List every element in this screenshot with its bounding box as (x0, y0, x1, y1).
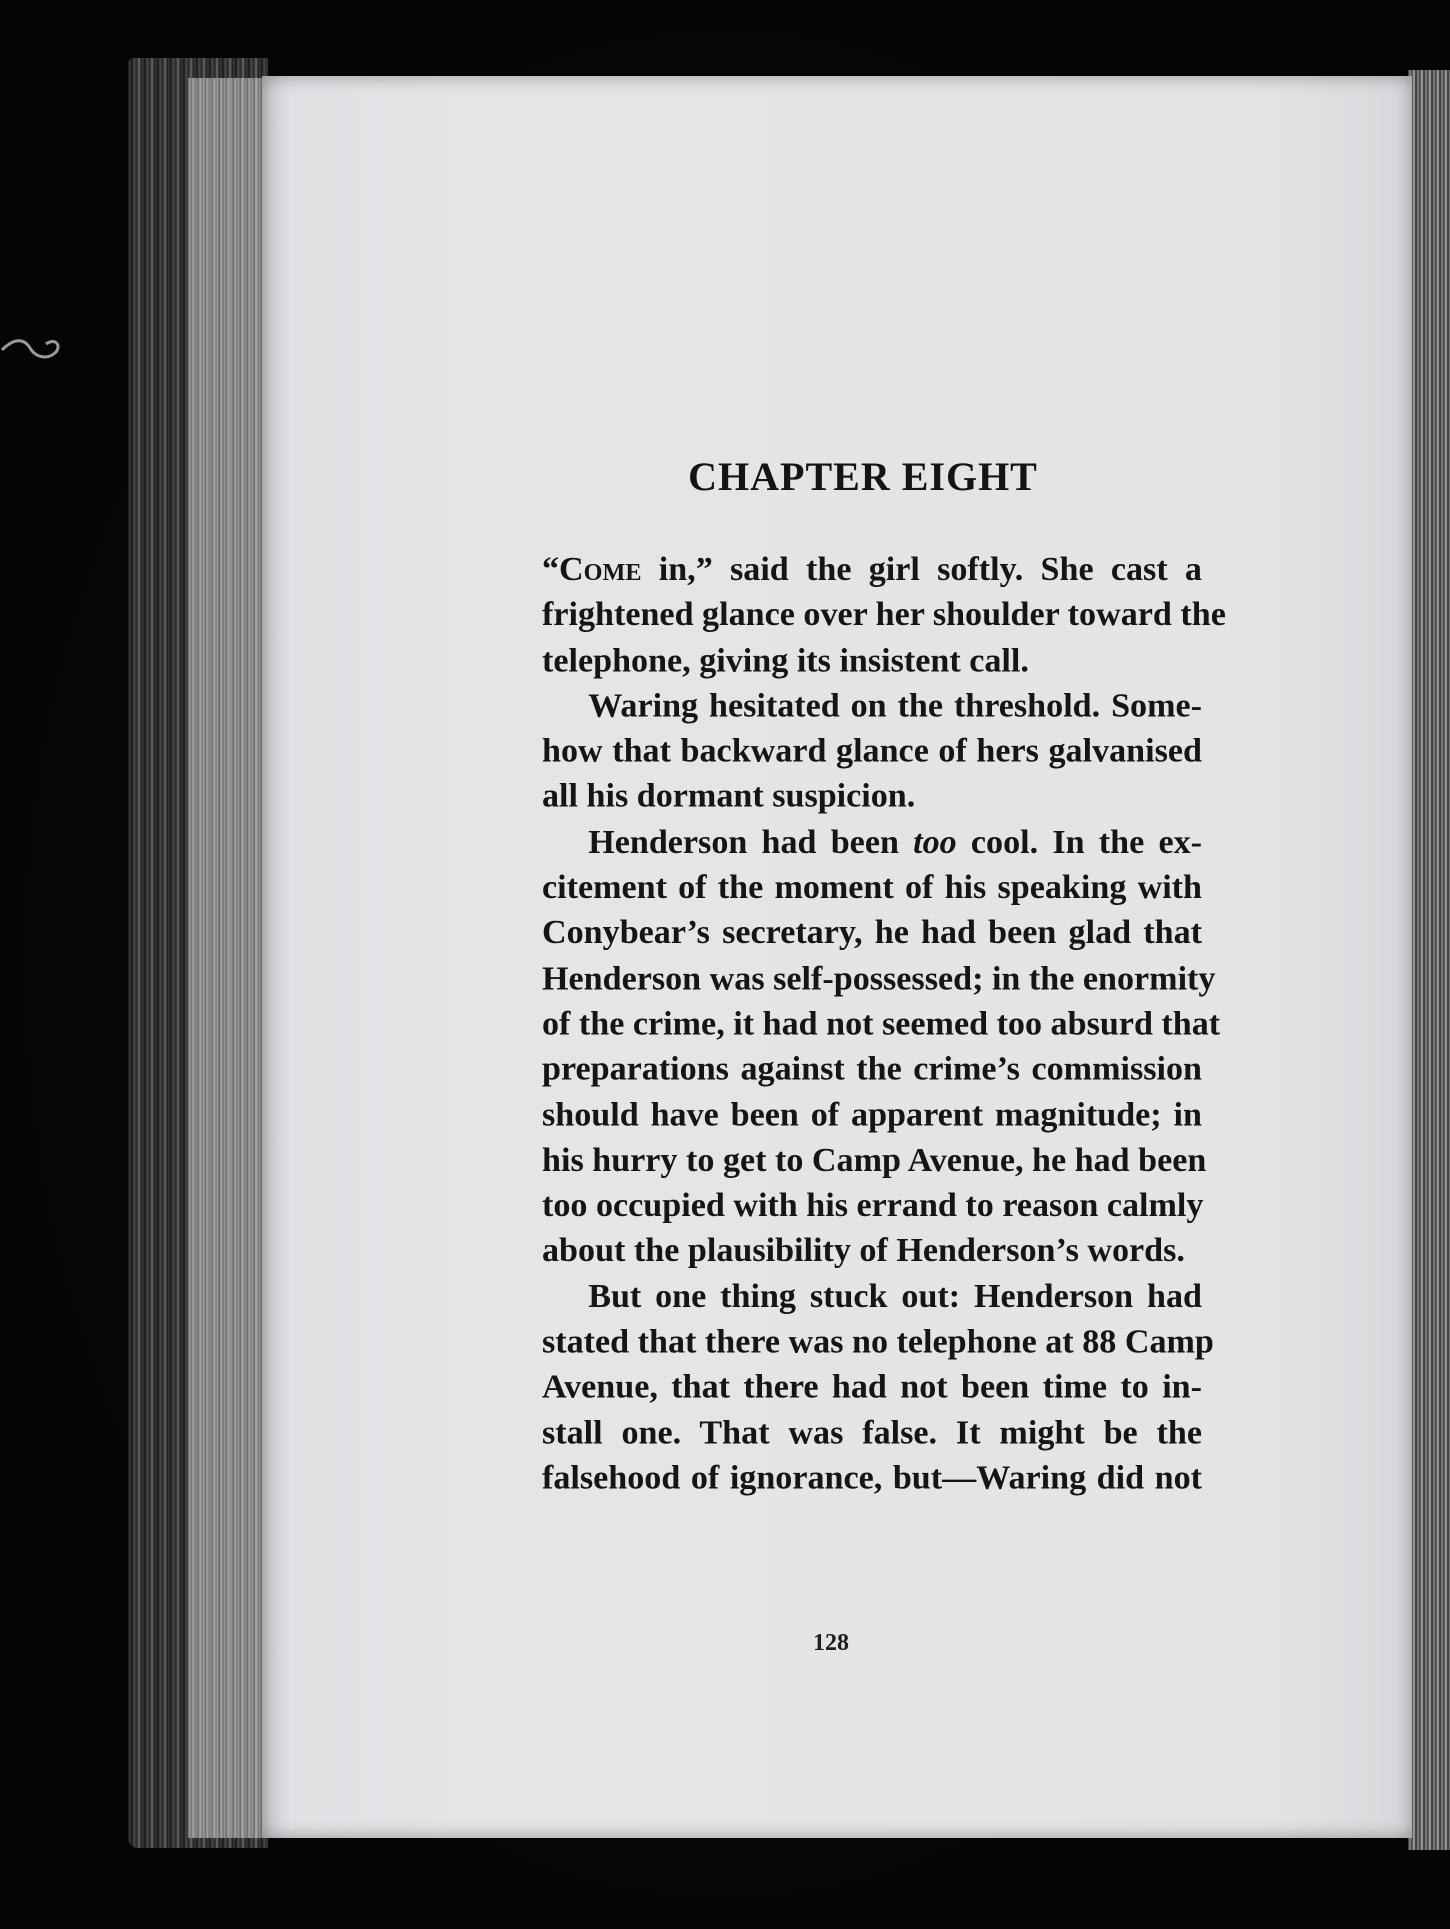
text-line: his hurry to get to Camp Avenue, he had been (542, 1139, 1207, 1179)
text-line: Henderson had been too cool. In the ex- (588, 821, 1202, 861)
book-page-edges-right (1408, 70, 1450, 1850)
text-line: Avenue, that there had not been time to in- (542, 1366, 1202, 1406)
paragraph (542, 819, 1221, 1273)
text-line: of the crime, it had not seemed too absurd that (542, 1003, 1221, 1043)
text-line: preparations against the crime’s commission (542, 1048, 1202, 1088)
paragraph (542, 546, 1226, 682)
text-line: But one thing stuck out: Henderson had (588, 1276, 1202, 1315)
text-line: frightened glance over her shoulder toward the (542, 594, 1226, 634)
text-line: Waring hesitated on the threshold. Some- (588, 685, 1202, 725)
text-line: Conybear’s secretary, he had been glad that (542, 912, 1202, 952)
book-page-edges-left (128, 58, 268, 1848)
paragraph (542, 682, 1202, 818)
text-line: “Come in,” said the girl softly. She cast a (542, 549, 1202, 588)
text-line: should have been of apparent magnitude; in (542, 1094, 1202, 1133)
body-text (542, 546, 1226, 1500)
text-line: stall one. That was false. It might be the (542, 1412, 1202, 1451)
small-caps-word: Come (559, 549, 642, 588)
text-line: how that backward glance of hers galvanised (542, 731, 1202, 770)
text-line: all his dormant suspicion. (542, 776, 916, 815)
text-line: citement of the moment of his speaking with (542, 867, 1202, 906)
book-page (262, 76, 1412, 1838)
text-line: falsehood of ignorance, but—Waring did not (542, 1457, 1202, 1497)
text-line: too occupied with his errand to reason calmly (542, 1185, 1204, 1224)
page-number: 128 (813, 1630, 849, 1656)
text-line: about the plausibility of Henderson’s words. (542, 1230, 1185, 1270)
chapter-title: CHAPTER EIGHT (688, 454, 1038, 499)
curl-mark-icon (0, 330, 70, 370)
text-line: telephone, giving its insistent call. (542, 640, 1029, 679)
italic-word: too (913, 821, 957, 861)
text-line: stated that there was no telephone at 88 Camp (542, 1321, 1214, 1361)
text-line: Henderson was self-possessed; in the enormity (542, 958, 1216, 997)
paragraph (542, 1273, 1214, 1500)
